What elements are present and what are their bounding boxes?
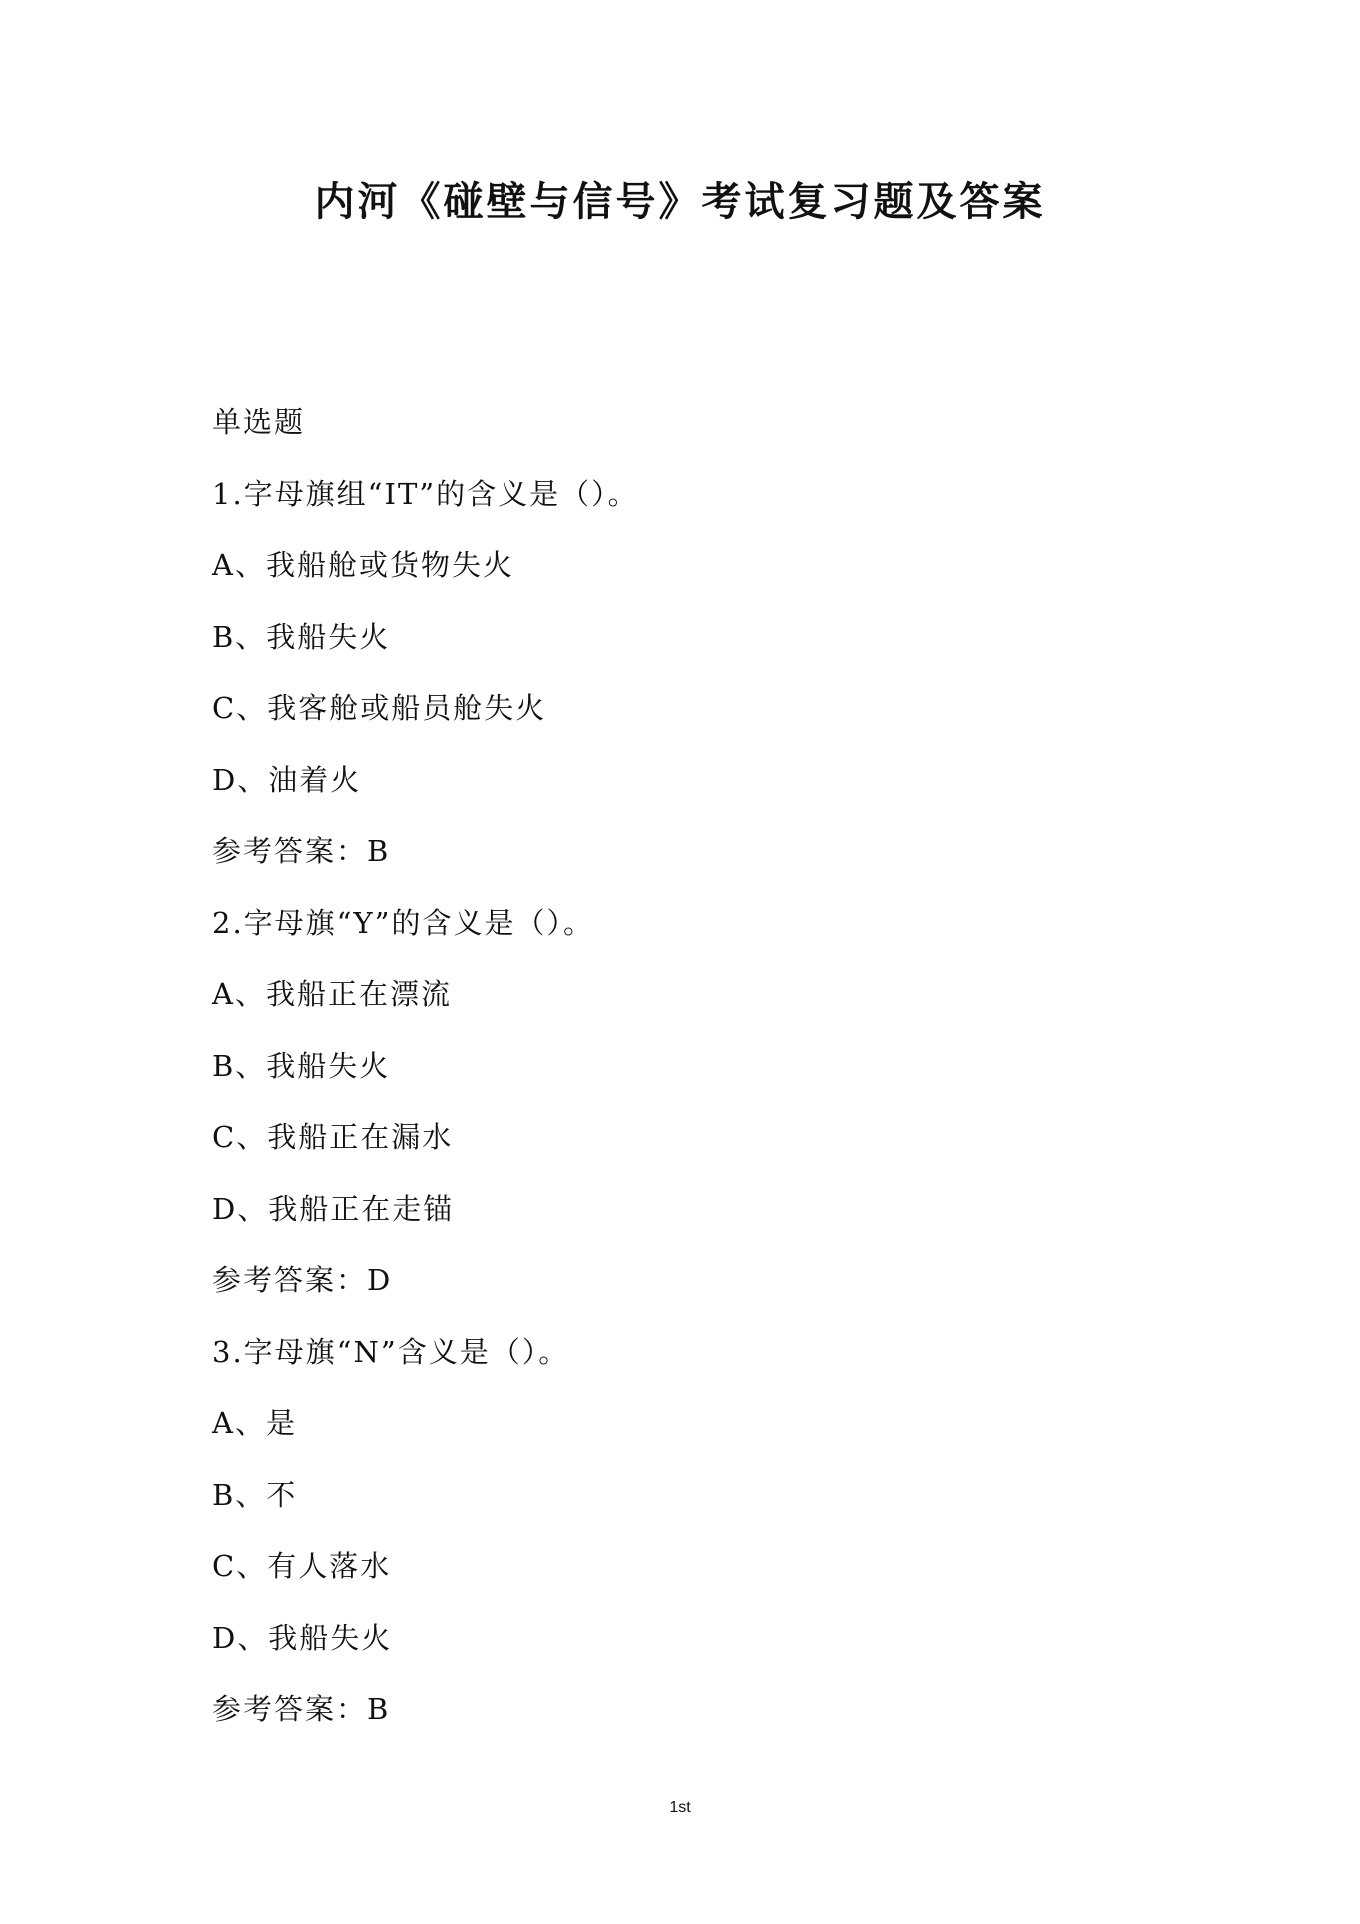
question-3-text: 3.字母旗“N”含义是（）。 [212,1334,570,1369]
question-3-option-a: A、是 [212,1406,297,1440]
question-3-option-b: B、不 [212,1477,298,1512]
question-2-option-c: C、我船正在漏水 [212,1120,454,1154]
page-number: 1st [669,1799,691,1816]
question-3-option-c: C、有人落水 [212,1549,392,1583]
question-1-option-a: A、我船舱或货物失火 [212,548,514,582]
question-3-answer: 参考答案：B [212,1692,391,1726]
question-2-answer: 参考答案：D [212,1263,393,1297]
question-2-option-d: D、我船正在走锚 [212,1191,455,1226]
question-2-text: 2.字母旗“Y”的含义是（）。 [212,905,594,940]
section-heading: 单选题 [212,405,306,439]
question-1-text: 1.字母旗组“IT”的含义是（）。 [212,476,639,511]
document-title: 内河《碰壁与信号》考试复习题及答案 [314,178,1046,225]
question-2-option-b: B、我船失火 [212,1048,391,1083]
question-1-option-b: B、我船失火 [212,619,391,654]
question-2-option-a: A、我船正在漂流 [212,977,452,1011]
question-1-option-c: C、我客舱或船员舱失火 [212,691,547,725]
question-1-option-d: D、油着火 [212,762,362,797]
question-3-option-d: D、我船失火 [212,1620,393,1655]
document-body [212,400,1212,1759]
question-1-answer: 参考答案：B [212,834,391,868]
